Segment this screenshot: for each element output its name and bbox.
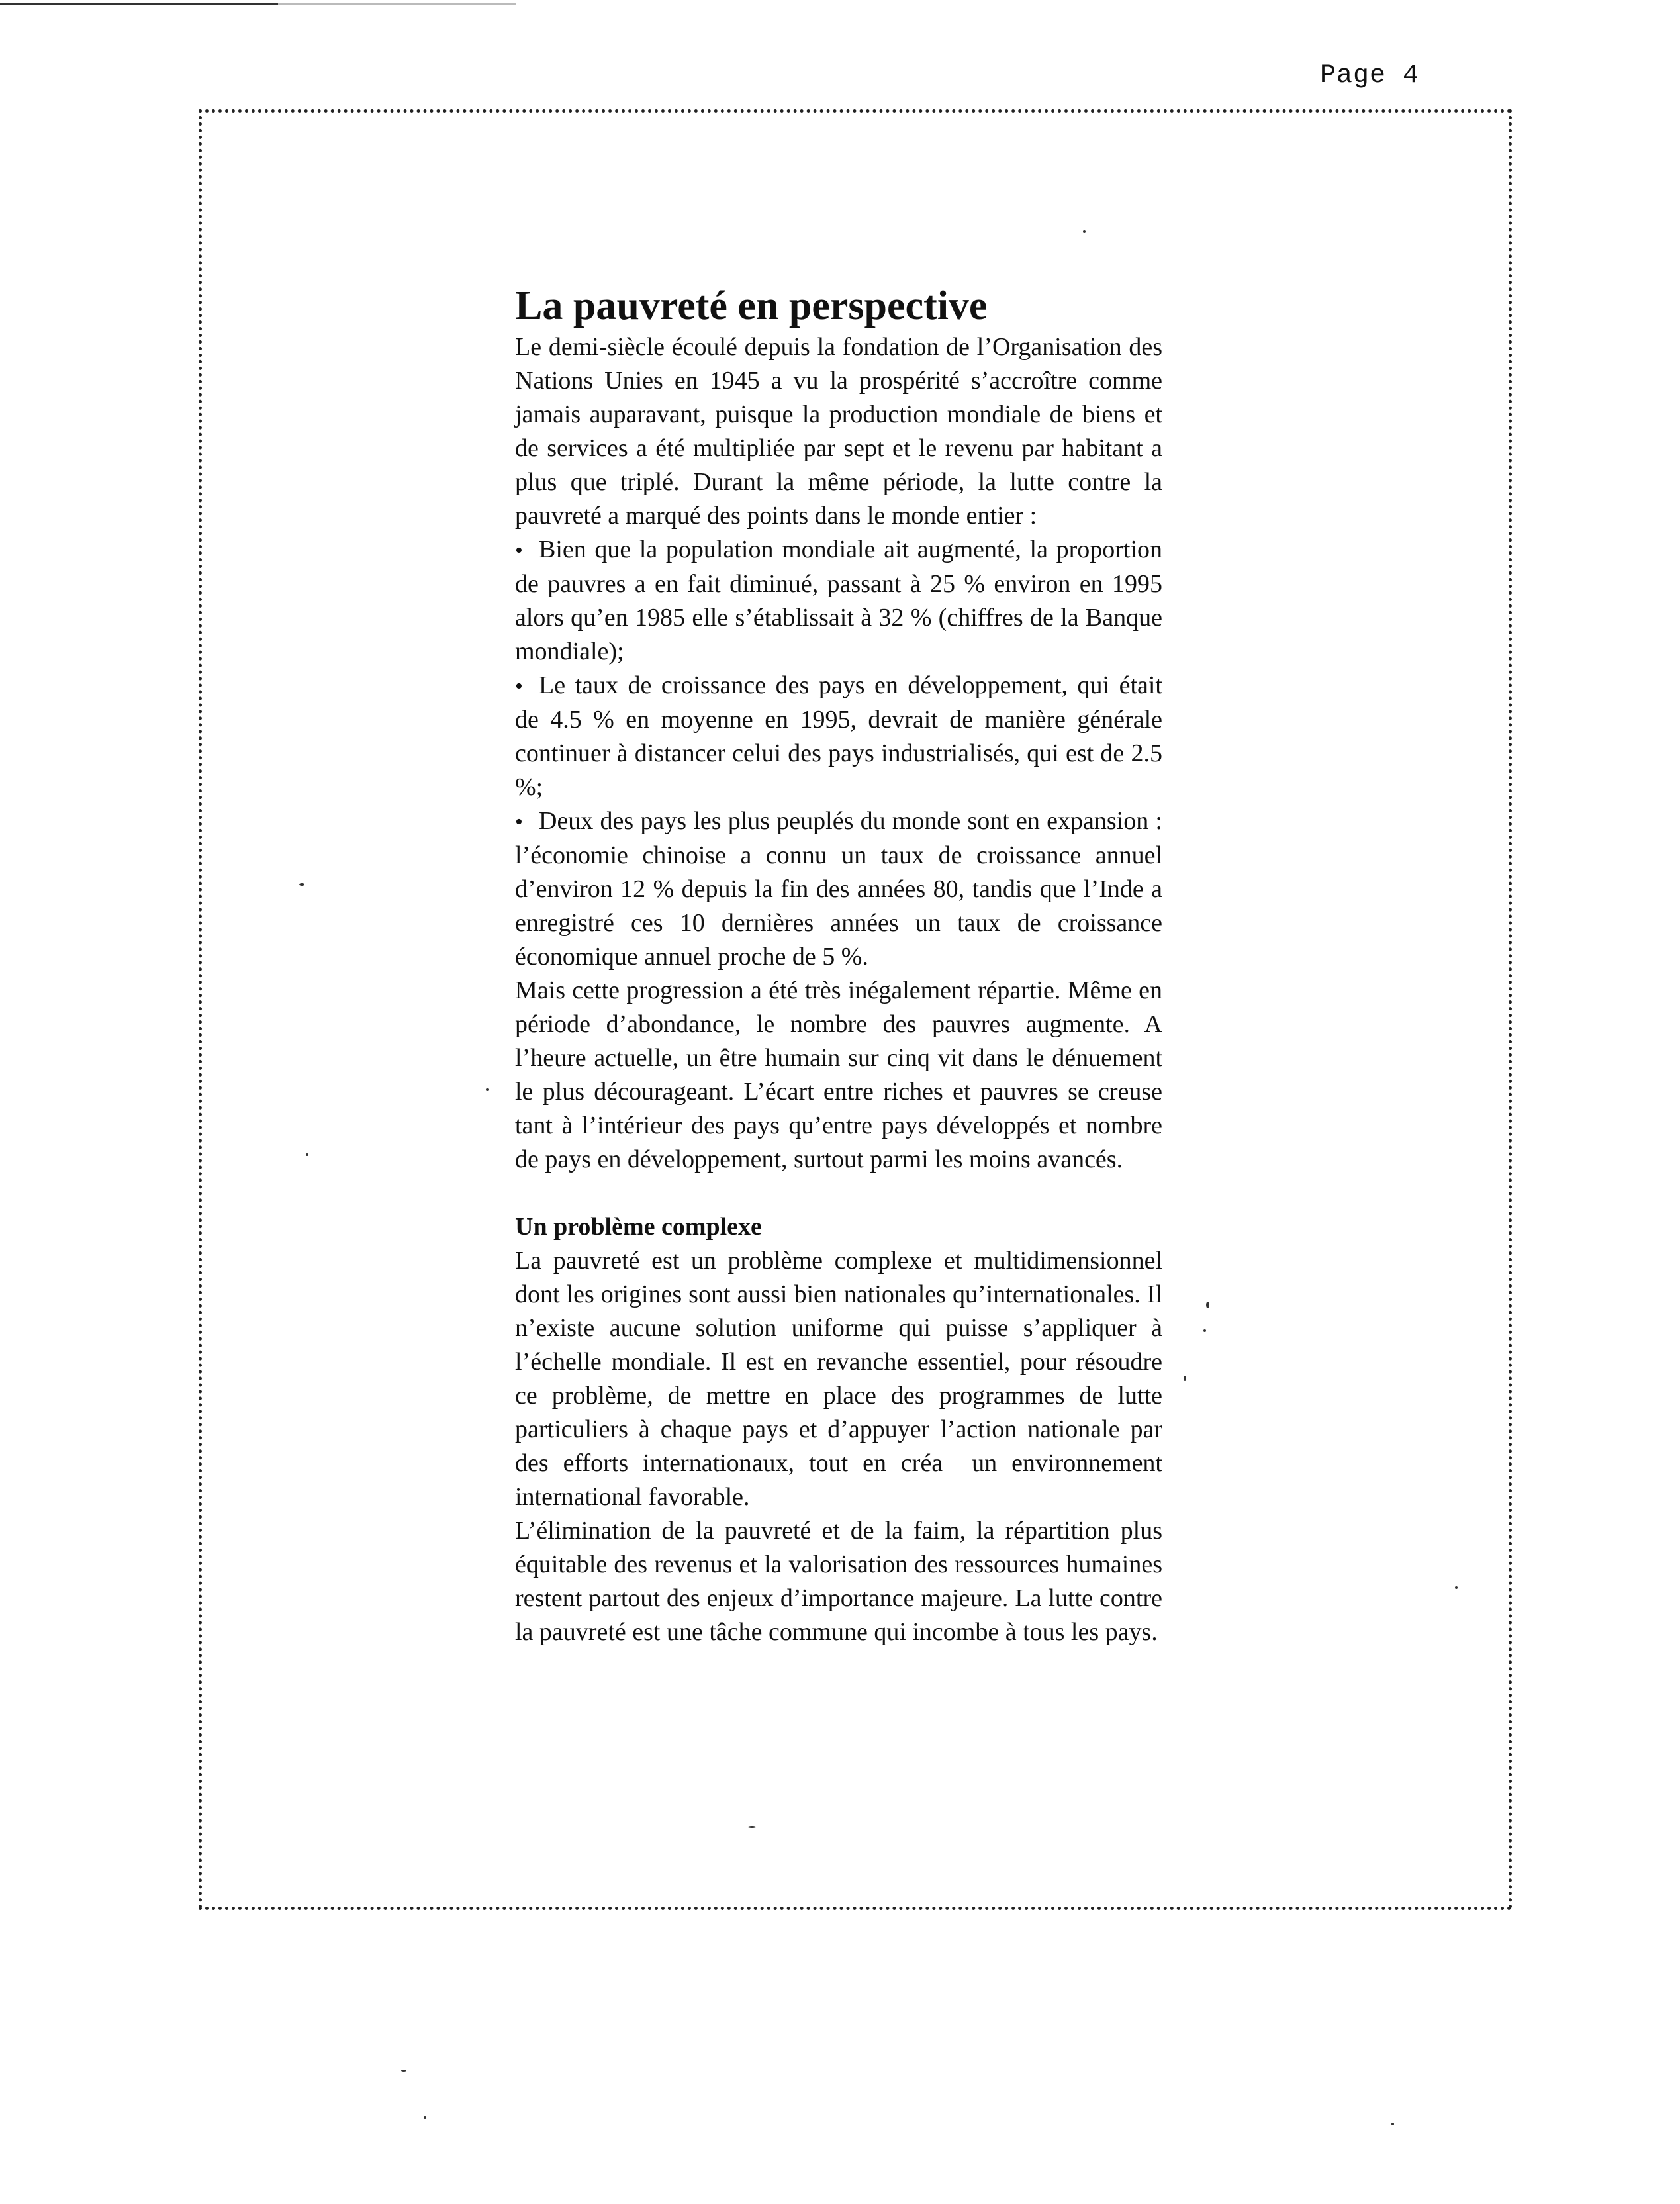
body-paragraph: L’élimination de la pauvreté et de la faim, la répartition plus équitable des revenus et la valorisation des ressources humaines restent partout des enjeux d’importance majeure. La lutte contre la pauvreté est une tâche commune qui incombe à tous les pays.	[515, 1517, 1162, 1646]
scan-top-rule	[0, 3, 278, 5]
bullet-dot-icon: •	[515, 674, 523, 698]
scan-speck	[299, 883, 304, 886]
scan-top-rule-faint	[278, 3, 516, 5]
bullet-text: Le taux de croissance des pays en développement, qui était de 4.5 % en moyenne en 1995, devrait de manière générale continuer à distancer celui des pays industrialisés, qui est de 2.5 %;	[515, 671, 1162, 801]
scan-speck	[1083, 230, 1086, 233]
article	[515, 281, 1162, 1649]
scan-speck	[486, 1088, 489, 1091]
bullet-dot-icon: •	[515, 810, 523, 834]
bullet-item	[515, 804, 1162, 974]
scan-speck	[401, 2070, 406, 2072]
bullet-dot-icon: •	[515, 538, 523, 563]
scan-speck	[1203, 1329, 1206, 1332]
scan-speck	[1184, 1376, 1186, 1381]
section-subheading: Un problème complexe	[515, 1213, 762, 1241]
article-title: La pauvreté en perspective	[515, 283, 988, 328]
scan-speck	[1455, 1586, 1458, 1589]
scan-speck	[1391, 2123, 1394, 2125]
body-paragraph: La pauvreté est un problème complexe et multidimensionnel dont les origines sont aussi bien nationales qu’internationales. Il n’existe aucune solution uniforme qui puisse s’appliquer à l’échelle mondiale. Il est en revanche essentiel, pour résoudre ce problème, de mettre en place des programmes de lutte particuliers à chaque pays et d’appuyer l’action nationale par des efforts internationaux, tout en créa un environnement international favorable.	[515, 1247, 1162, 1511]
body-paragraph: Mais cette progression a été très inégalement répartie. Même en période d’abondance, le nombre des pauvres augmente. A l’heure actuelle, un être humain sur cinq vit dans le dénuement le plus décourageant. L’écart entre riches et pauvres se creuse tant à l’intérieur des pays qu’entre pays développés et nombre de pays en développement, surtout parmi les moins avancés.	[515, 977, 1162, 1173]
scan-speck	[748, 1826, 756, 1828]
bullet-text: Bien que la population mondiale ait augmenté, la proportion de pauvres a en fait diminué, passant à 25 % environ en 1995 alors qu’en 1985 elle s’établissait à 32 % (chiffres de la Banque mondiale);	[515, 536, 1162, 665]
scan-speck	[424, 2116, 426, 2119]
scan-speck	[1206, 1302, 1209, 1308]
bullet-item	[515, 533, 1162, 669]
page-number: Page 4	[1320, 61, 1420, 91]
scan-speck	[306, 1153, 308, 1156]
bullet-item	[515, 669, 1162, 804]
bullet-text: Deux des pays les plus peuplés du monde sont en expansion : l’économie chinoise a connu un taux de croissance annuel d’environ 12 % depuis la fin des années 80, tandis que l’Inde a enregistré ces 10 dernières années un taux de croissance économique annuel proche de 5 %.	[515, 807, 1162, 971]
intro-paragraph: Le demi-siècle écoulé depuis la fondation de l’Organisation des Nations Unies en 1945 a vu la prospérité s’accroître comme jamais auparavant, puisque la production mondiale de biens et de services a été multipliée par sept et le revenu par habitant a plus que triplé. Durant la même période, la lutte contre la pauvreté a marqué des points dans le monde entier :	[515, 333, 1162, 530]
